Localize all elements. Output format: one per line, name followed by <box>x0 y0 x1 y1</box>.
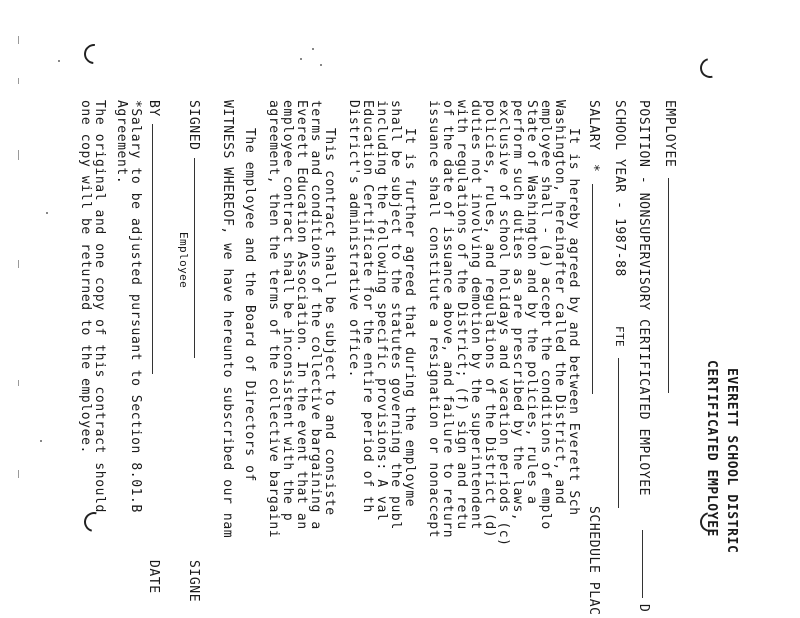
position-date-label: D <box>636 604 651 613</box>
para2-line-1: It is further agreed that during the employme <box>402 128 417 508</box>
punch-hole-mark <box>696 508 723 535</box>
para3-line-5: agreement, then the terms of the collective bargaini <box>266 100 281 539</box>
footnote-return-copy: one copy will be returned to the employee. <box>78 100 93 454</box>
scan-speck <box>312 48 314 50</box>
para1-line-8: duties not involving demotion by the superintendent <box>468 100 483 530</box>
para1-line-2: Washington, hereinafter called the District, and <box>552 100 567 505</box>
para2-line-5: District's administrative office. <box>346 100 361 379</box>
salary-line <box>592 184 593 394</box>
fte-line <box>618 358 619 508</box>
document-title: CERTIFICATED EMPLOYEE <box>704 360 719 537</box>
scan-edge-dash <box>18 150 19 160</box>
position-line <box>642 530 643 598</box>
para1-line-5: perform such duties as are prescribed by the laws, <box>510 100 525 522</box>
position-label: POSITION - NONSUPERVISORY CERTIFICATED EMPLOYEE <box>636 100 651 497</box>
para4: The employee and the Board of Directors of <box>242 128 257 482</box>
scan-edge-dash <box>18 470 19 478</box>
footnote-agreement: Agreement. <box>114 100 129 185</box>
para3-line-3: Everett Education Association. In the event that an <box>294 100 309 530</box>
para1-line-9: with regulations of the District; (f) sign and retu <box>454 100 469 530</box>
para1-line-3: employee shall - (a) accept the conditions of emplo <box>538 100 553 530</box>
scan-speck <box>40 440 42 442</box>
scan-speck <box>46 212 48 214</box>
signed-label-left: SIGNED <box>186 100 201 151</box>
witness-clause: WITNESS WHEREOF, we have hereunto subscribed our nam <box>220 100 235 539</box>
para2-line-2: shall be subject to the statutes governing the publ <box>388 100 403 530</box>
signed-label-right: SIGNE <box>186 560 201 603</box>
salary-asterisk: * <box>586 164 601 173</box>
para2-line-3: including the following specific provisions: A val <box>374 100 389 522</box>
footnote-original-copy: The original and one copy of this contract should <box>92 100 107 513</box>
by-signature-line <box>152 124 153 374</box>
para3-line-1: This contract shall be subject to and consiste <box>322 128 337 516</box>
para1-line-10: of the date of issuance above, and failure to return <box>440 100 455 539</box>
para3-line-4: employee contract shall be inconsistent with the p <box>280 100 295 522</box>
para1-line-4: State of Washington and by the policies, rules a <box>524 100 539 505</box>
scan-edge-dash <box>18 260 19 268</box>
salary-label: SALARY <box>586 100 601 151</box>
scan-edge-dash <box>18 36 19 44</box>
punch-hole-mark <box>80 40 108 68</box>
district-name: EVERETT SCHOOL DISTRIC <box>724 368 739 554</box>
fte-label: FTE <box>613 326 626 348</box>
para2-line-4: Education Certificate for the entire period of th <box>360 100 375 513</box>
scan-edge-dash <box>18 78 19 84</box>
scan-speck <box>300 58 302 60</box>
date-label: DATE <box>146 560 161 594</box>
para1-line-11: issuance shall constitute a resignation or nonaccept <box>426 100 441 539</box>
scan-speck <box>320 64 322 66</box>
footnote-salary: *Salary to be adjusted pursuant to Section 8.01.B <box>128 100 143 513</box>
para1-line-6: exclusive of school holidays and vacation periods (c) <box>496 100 511 547</box>
schedule-placement-label: SCHEDULE PLAC <box>586 506 601 616</box>
para1-line-1: It is hereby agreed by and between Everett Sch <box>566 128 581 516</box>
punch-hole-mark <box>696 54 723 81</box>
para1-line-7: policies, rules, and regulations of the District (d) <box>482 100 497 539</box>
employee-label: EMPLOYEE <box>662 100 677 168</box>
by-label: BY <box>146 100 161 117</box>
employee-line <box>668 178 669 393</box>
scan-edge-dash <box>18 380 19 386</box>
employee-caption: Employee <box>177 232 190 289</box>
employee-signature-line <box>194 158 195 358</box>
scan-speck <box>58 60 60 62</box>
para3-line-2: terms and conditions of the collective bargaining a <box>308 100 323 530</box>
school-year-label: SCHOOL YEAR - 1987-88 <box>612 100 627 277</box>
